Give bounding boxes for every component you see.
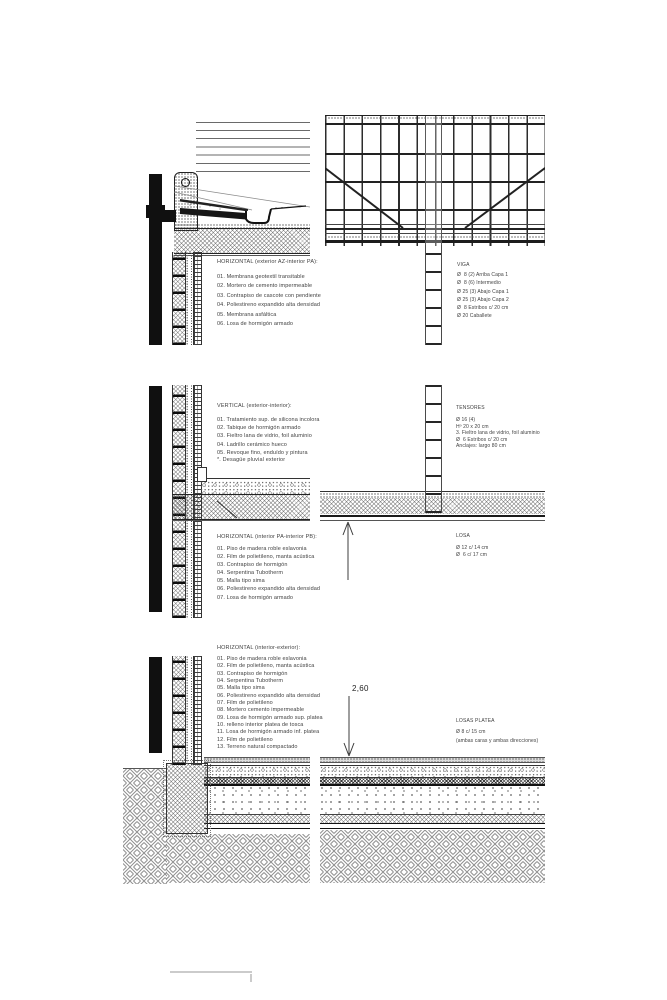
losas-platea-note: (ambas caras y ambas direcciones) [456,737,539,744]
floor-layer-note: 06. Poliestireno expandido alta densidad [217,586,321,593]
tensor-column [425,385,442,513]
vertical-layers-title: VERTICAL (exterior-interior): [217,403,292,409]
depth-dimension-label: 2,60 [352,684,369,693]
roof-layers-title: HORIZONTAL (exterior AZ-interior PA): [217,259,318,265]
tensor-note: Hº 20 x 20 cm [456,423,489,430]
floor-layer-note: 07. Losa de hormigón armado [217,594,294,601]
roof-slab [174,228,310,254]
slab-joint-line [172,495,310,519]
scale-bar-tick [250,974,252,982]
losa-note: Ø 12 c/ 14 cm [456,545,489,551]
losa-note: Ø 6 c/ 17 cm [456,552,488,558]
foundation-layer-note: 13. Terreno natural compactado [217,744,298,751]
contrapiso-band [320,766,545,778]
roof-layer-note: 05. Membrana asfáltica [217,311,277,318]
foundation-layer-note: 02. Film de polietileno, manta acústica [217,663,315,670]
vertical-layer-note: 05. Revoque fino, enduído y pintura [217,449,308,456]
foundation-layer-note: 06. Poliestireno expandido alta densidad [217,692,321,699]
floor-layer-note: 01. Piso de madera roble eslavonia [217,546,307,552]
floor-layer-note: 05. Malla tipo sima [217,578,265,585]
foundation-layer-note: 11. Losa de hormigón armado inf. platea [217,729,320,736]
wall-brick-layer [193,656,202,765]
platea-stack-right [320,757,545,827]
losas-platea-list [456,729,538,746]
vertical-layer-note: 01. Tratamiento sup. de silicona incolora [217,417,320,423]
beam-column-strip [425,116,442,246]
tensor-note: 3. Fieltro lana de vidrio, foil aluminio [456,430,540,437]
slab-middle-left-soffit-line [172,520,310,521]
losas-platea-title: LOSAS PLATEA [456,718,495,724]
vertical-layer-note: 02. Tabique de hormigón armado [217,425,301,432]
beam-note: Ø 8 (6) Intermedio [457,280,501,287]
losas-platea-note: Ø 8 c/ 15 cm [456,729,486,735]
depth-dimension-arrow [341,696,357,758]
slab-bottom-edge [320,515,545,517]
wall-concrete-hatch [172,252,186,345]
losa-notes-block [456,533,488,559]
foundation-layer-note: 03. Contrapiso de hormigón [217,670,288,677]
beam-notes-block [457,262,509,322]
ground-hatch-under-right [320,830,545,883]
slab-underside-arrow [340,518,356,582]
tensor-note: Ø 6 Estribos c/ 20 cm [456,436,508,443]
beam-title: VIGA [457,262,470,268]
vertical-layer-note: 03. Fieltro lana de vidrio, foil aluminio [217,433,312,440]
vertical-layers-list [217,417,320,458]
vertical-layer-note: 04. Ladrillo cerámico hueco [217,441,287,448]
floor-layers-list-middle [217,546,320,603]
upper-losa-band [320,778,545,786]
beam-note: Ø 25 (3) Abajo Capa 1 [457,288,509,295]
wall-section-bottom [172,656,200,765]
tosca-fill-band [204,786,310,814]
beam-note: Ø 8 Estribos c/ 20 cm [457,305,509,312]
roof-layer-note: 03. Contrapiso de cascote con pendiente [217,292,321,299]
losa-notes-list [456,545,488,559]
ground-hatch-under-left [166,834,310,883]
downspout-pipe-bottom [149,657,162,753]
floor-slab-middle-left [172,494,310,520]
beam-note: Ø 20 Caballete [457,313,492,320]
column-below-beam [425,245,442,345]
tensors-notes-block [456,405,540,450]
upper-losa-band [204,778,310,786]
tensors-notes-list [456,417,540,450]
ground-hatch-left [123,768,167,884]
downspout-pipe-top [149,174,162,345]
foundation-layer-note: 01. Piso de madera roble eslavonia [217,656,307,662]
wall-section-top [172,252,200,345]
platea-stack-left [204,757,310,827]
roof-layer-note: 01. Membrana geotextil transitable [217,274,305,280]
roof-deck-slats [196,115,310,172]
downspout-pipe-middle [149,386,162,612]
tensor-note: Ø 16 (4) [456,417,476,423]
foundation-layer-note: 08. Mortero cemento impermeable [217,707,305,714]
foundation-layer-note: 09. Losa de hormigón armado sup. platea [217,714,323,721]
floor-layers-list-bottom [217,656,323,751]
roof-layer-note: 04. Poliestireno expandido alta densidad [217,302,321,309]
tensor-note: Anclajes: largo 80 cm [456,443,506,450]
foundation-layer-note: 05. Malla tipo sima [217,685,265,692]
floor-screed-middle [200,481,310,495]
film-terrain-band [320,823,545,829]
vertical-footnote: *. Desagüe pluvial exterior [217,457,286,463]
wall-concrete-hatch [172,656,186,765]
losas-platea-block [456,718,538,746]
floor-layer-note: 03. Contrapiso de hormigón [217,562,288,569]
finish-floor-band [204,757,310,763]
wall-footing [166,763,208,834]
exterior-drain-box [197,467,207,482]
roof-layers-list [217,274,321,330]
beam-note: Ø 8 (2) Arriba Capa 1 [457,272,509,278]
wall-brick-layer [193,252,202,345]
foundation-layer-note: 07. Film de polietileno [217,700,273,707]
film-terrain-band [204,823,310,829]
tensors-title: TENSORES [456,405,485,411]
beam-elevation [325,115,545,246]
floor-finish-line-middle [200,478,310,479]
tosca-fill-band [320,786,545,814]
beam-notes-list [457,272,509,322]
foundation-layer-note: 04. Serpentina Tubotherm [217,678,283,685]
floor-layer-note: 04. Serpentina Tubotherm [217,570,283,577]
beam-note: Ø 25 (3) Abajo Capa 2 [457,296,509,303]
foundation-layer-note: 12. Film de polietileno [217,736,273,743]
losa-title: LOSA [456,533,470,539]
contrapiso-band [204,766,310,778]
roof-layer-note: 02. Mortero de cemento impermeable [217,283,313,290]
floor-layer-note: 02. Film de polietileno, manta acústica [217,554,315,561]
floor-layers-title-middle: HORIZONTAL (interior PA-interior PB): [217,534,317,540]
scale-bar [170,971,252,973]
floor-layers-title-bottom: HORIZONTAL (interior-exterior): [217,645,301,651]
foundation-layer-note: 10. relleno interior platea de tosca [217,722,304,729]
roof-layer-note: 06. Losa de hormigón armado [217,320,294,327]
